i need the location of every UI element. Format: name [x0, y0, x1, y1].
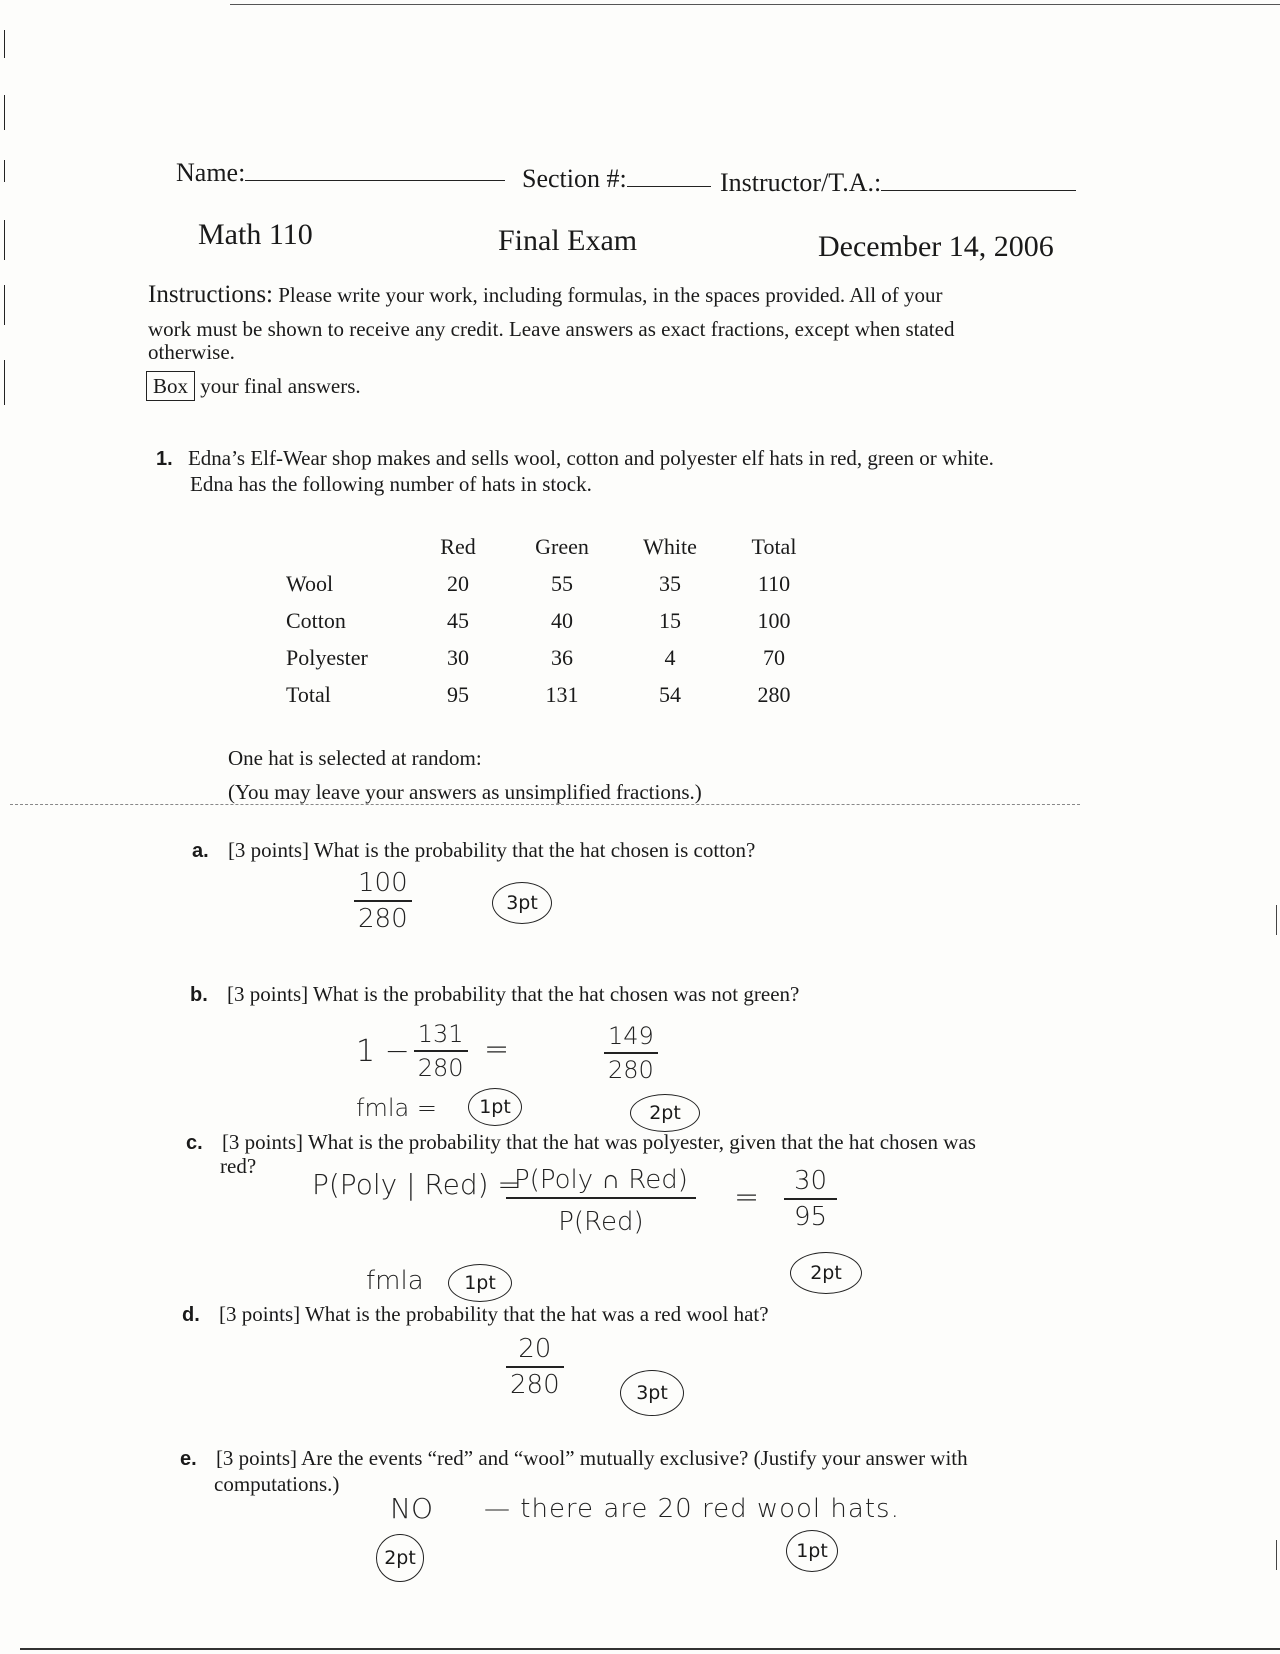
random-line-2: (You may leave your answers as unsimplified fractions.)	[228, 780, 702, 804]
part-b-equals: =	[484, 1032, 510, 1067]
part-e-question-2: computations.)	[214, 1472, 340, 1496]
part-c-letter: c.	[186, 1132, 203, 1154]
part-e-score-1: 2pt	[376, 1534, 424, 1582]
part-b-answer: $\frac{149}{280}$	[604, 1022, 658, 1084]
scan-edge-bottom	[20, 1648, 1280, 1650]
part-c-lhs: P(Poly | Red) =	[312, 1168, 521, 1201]
scan-edge-mark	[4, 220, 5, 260]
part-b-score-2: 2pt	[630, 1094, 700, 1132]
instructions-line-1: Instructions: Please write your work, including formulas, in the spaces provided. All of your	[148, 281, 943, 308]
scan-edge-mark	[4, 95, 5, 130]
part-c-fmla: fmla	[366, 1266, 424, 1296]
part-c-answer: $\frac{30}{95}$	[784, 1166, 837, 1232]
part-e-letter: e.	[180, 1448, 197, 1470]
q1-number: 1.	[156, 448, 173, 470]
stock-table	[286, 528, 824, 713]
part-a-ans-num: 100	[358, 868, 408, 898]
part-c-question-1: c. [3 points] What is the probability that the hat was polyester, given that the hat chosen was	[186, 1130, 976, 1154]
part-c-score-2: 2pt	[790, 1252, 862, 1294]
scan-fold-line	[10, 804, 1080, 805]
box-rest: your final answers.	[200, 374, 361, 398]
stock-table-wrap	[286, 528, 824, 713]
part-a-question: a. [3 points] What is the probability that the hat chosen is cotton?	[192, 838, 756, 862]
table-header-row	[286, 528, 824, 565]
part-d-score: 3pt	[620, 1370, 684, 1416]
name-blank[interactable]	[245, 158, 505, 181]
part-b-score-1: 1pt	[468, 1088, 522, 1126]
random-line-1: One hat is selected at random:	[228, 746, 482, 770]
part-b-fmla: fmla =	[356, 1094, 437, 1122]
scan-edge-top	[230, 4, 1280, 5]
exam-title: Final Exam	[498, 224, 638, 257]
box-instruction	[146, 371, 361, 401]
part-c-score-1: 1pt	[448, 1264, 512, 1302]
part-d-letter: d.	[182, 1304, 200, 1326]
part-c-equals: =	[734, 1180, 760, 1215]
part-a-ans-den: 280	[358, 904, 408, 934]
name-line	[176, 158, 505, 188]
instructor-label: Instructor/T.A.:	[720, 168, 882, 197]
table-row: Total 95 131 54 280	[286, 681, 791, 707]
part-a-answer	[354, 868, 412, 934]
part-b-letter: b.	[190, 984, 208, 1006]
part-c-question-2: red?	[220, 1154, 257, 1178]
box-word: Box	[146, 371, 195, 401]
section-line	[522, 164, 711, 194]
scan-edge-mark	[4, 285, 5, 325]
scan-edge-mark	[4, 30, 5, 58]
section-label: Section #:	[522, 164, 627, 193]
instructor-blank[interactable]	[881, 168, 1076, 191]
part-b-work: 1 − $\frac{131}{280}$	[356, 1020, 468, 1082]
part-e-score-2: 1pt	[786, 1530, 838, 1572]
q1-line-2: Edna has the following number of hats in stock.	[190, 472, 592, 496]
name-label: Name:	[176, 158, 246, 187]
instructions-line-2: work must be shown to receive any credit. Leave answers as exact fractions, except when stated	[148, 317, 955, 341]
section-blank[interactable]	[627, 164, 711, 187]
part-d-answer: $\frac{20}{280}$	[506, 1334, 564, 1400]
scan-edge-mark	[4, 360, 5, 405]
header-white: White	[643, 533, 697, 559]
part-d-question: d. [3 points] What is the probability that the hat was a red wool hat?	[182, 1302, 769, 1326]
scan-edge-mark	[4, 160, 5, 182]
part-a-letter: a.	[192, 840, 209, 862]
header-red: Red	[440, 533, 476, 559]
scan-edge-mark	[1276, 1540, 1277, 1570]
part-e-answer: NO	[390, 1492, 433, 1525]
instructions-label: Instructions:	[148, 281, 273, 308]
header-total: Total	[751, 533, 797, 559]
q1-line-1: 1. Edna’s Elf-Wear shop makes and sells wool, cotton and polyester elf hats in red, green or white.	[156, 446, 994, 470]
exam-date: December 14, 2006	[818, 230, 1054, 263]
part-e-reason: — there are 20 red wool hats.	[484, 1494, 900, 1524]
part-e-question-1: e. [3 points] Are the events “red” and “wool” mutually exclusive? (Justify your answer with	[180, 1446, 968, 1470]
scan-edge-mark	[1276, 905, 1277, 935]
table-row: Wool 20 55 35 110	[286, 570, 791, 596]
part-a-score: 3pt	[492, 882, 552, 924]
table-row: Polyester 30 36 4 70	[286, 644, 785, 670]
course-title: Math 110	[198, 218, 313, 251]
instructions-line-3: otherwise.	[148, 340, 235, 364]
table-row: Cotton 45 40 15 100	[286, 607, 791, 633]
part-b-question: b. [3 points] What is the probability that the hat chosen was not green?	[190, 982, 800, 1006]
instructor-line	[720, 168, 1076, 198]
part-c-fraction: $\frac{\text{P(Poly ∩ Red)}}{\text{P(Red)}}$	[506, 1164, 696, 1237]
header-green: Green	[535, 533, 589, 559]
